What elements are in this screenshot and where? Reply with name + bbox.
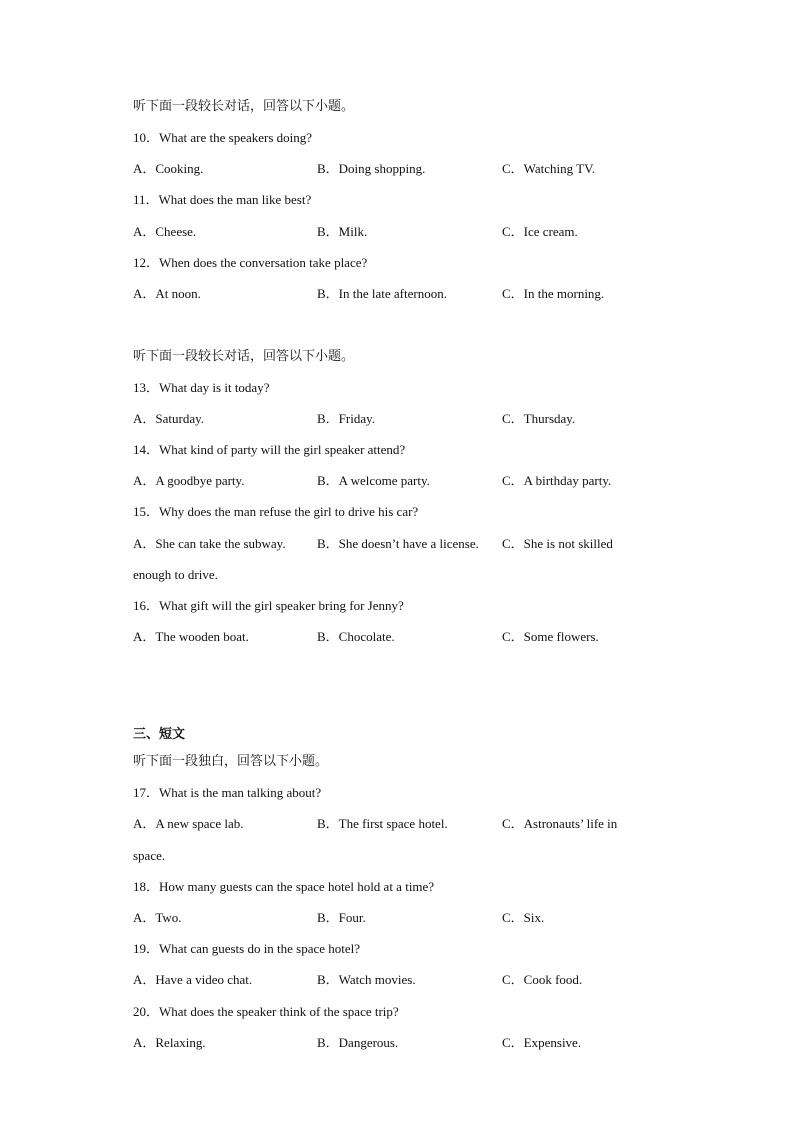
question-15: 15．Why does the man refuse the girl to drive his car? xyxy=(133,504,419,519)
q12-option-c: C．In the morning. xyxy=(502,286,605,301)
q10-option-b: B．Doing shopping. xyxy=(317,161,426,176)
q13-option-b: B．Friday. xyxy=(317,411,376,426)
q14-option-c: C．A birthday party. xyxy=(502,473,612,488)
q15-option-c: C．She is not skilled xyxy=(502,536,613,551)
q11-option-b: B．Milk. xyxy=(317,224,368,239)
q12-option-a: A．At noon. xyxy=(133,286,201,301)
q12-option-b: B．In the late afternoon. xyxy=(317,286,447,301)
q20-option-c: C．Expensive. xyxy=(502,1035,582,1050)
q10-option-a: A．Cooking. xyxy=(133,161,204,176)
q10-option-c: C．Watching TV. xyxy=(502,161,596,176)
q17-option-b: B．The first space hotel. xyxy=(317,816,448,831)
q18-option-b: B．Four. xyxy=(317,910,366,925)
q17-option-c-continued: space. xyxy=(133,848,166,863)
q19-option-b: B．Watch movies. xyxy=(317,972,416,987)
q14-option-a: A．A goodbye party. xyxy=(133,473,245,488)
q20-option-a: A．Relaxing. xyxy=(133,1035,206,1050)
q11-option-a: A．Cheese. xyxy=(133,224,197,239)
question-13: 13．What day is it today? xyxy=(133,380,270,395)
question-12: 12．When does the conversation take place? xyxy=(133,255,368,270)
section-instruction: 听下面一段独白，回答以下小题。 xyxy=(133,754,329,769)
q16-option-c: C．Some flowers. xyxy=(502,629,599,644)
question-11: 11．What does the man like best? xyxy=(133,192,312,207)
q11-option-c: C．Ice cream. xyxy=(502,224,578,239)
q19-option-a: A．Have a video chat. xyxy=(133,972,253,987)
section-instruction: 听下面一段较长对话，回答以下小题。 xyxy=(133,349,355,364)
q13-option-c: C．Thursday. xyxy=(502,411,576,426)
q18-option-a: A．Two. xyxy=(133,910,182,925)
question-19: 19．What can guests do in the space hotel? xyxy=(133,941,361,956)
q16-option-a: A．The wooden boat. xyxy=(133,629,249,644)
q19-option-c: C．Cook food. xyxy=(502,972,583,987)
section-instruction: 听下面一段较长对话，回答以下小题。 xyxy=(133,99,355,114)
question-16: 16．What gift will the girl speaker bring for Jenny? xyxy=(133,598,404,613)
part-heading: 三、短文 xyxy=(133,727,186,742)
q17-option-c: C．Astronauts’ life in xyxy=(502,816,618,831)
q15-option-b: B．She doesn’t have a license. xyxy=(317,536,479,551)
question-10: 10．What are the speakers doing? xyxy=(133,130,313,145)
q20-option-b: B．Dangerous. xyxy=(317,1035,399,1050)
q14-option-b: B．A welcome party. xyxy=(317,473,430,488)
question-17: 17．What is the man talking about? xyxy=(133,785,322,800)
question-20: 20．What does the speaker think of the space trip? xyxy=(133,1004,399,1019)
q15-option-a: A．She can take the subway. xyxy=(133,536,286,551)
question-18: 18．How many guests can the space hotel hold at a time? xyxy=(133,879,435,894)
q13-option-a: A．Saturday. xyxy=(133,411,205,426)
q15-option-c-continued: enough to drive. xyxy=(133,567,218,582)
q16-option-b: B．Chocolate. xyxy=(317,629,395,644)
q17-option-a: A．A new space lab. xyxy=(133,816,244,831)
question-14: 14．What kind of party will the girl speaker attend? xyxy=(133,442,406,457)
q18-option-c: C．Six. xyxy=(502,910,545,925)
